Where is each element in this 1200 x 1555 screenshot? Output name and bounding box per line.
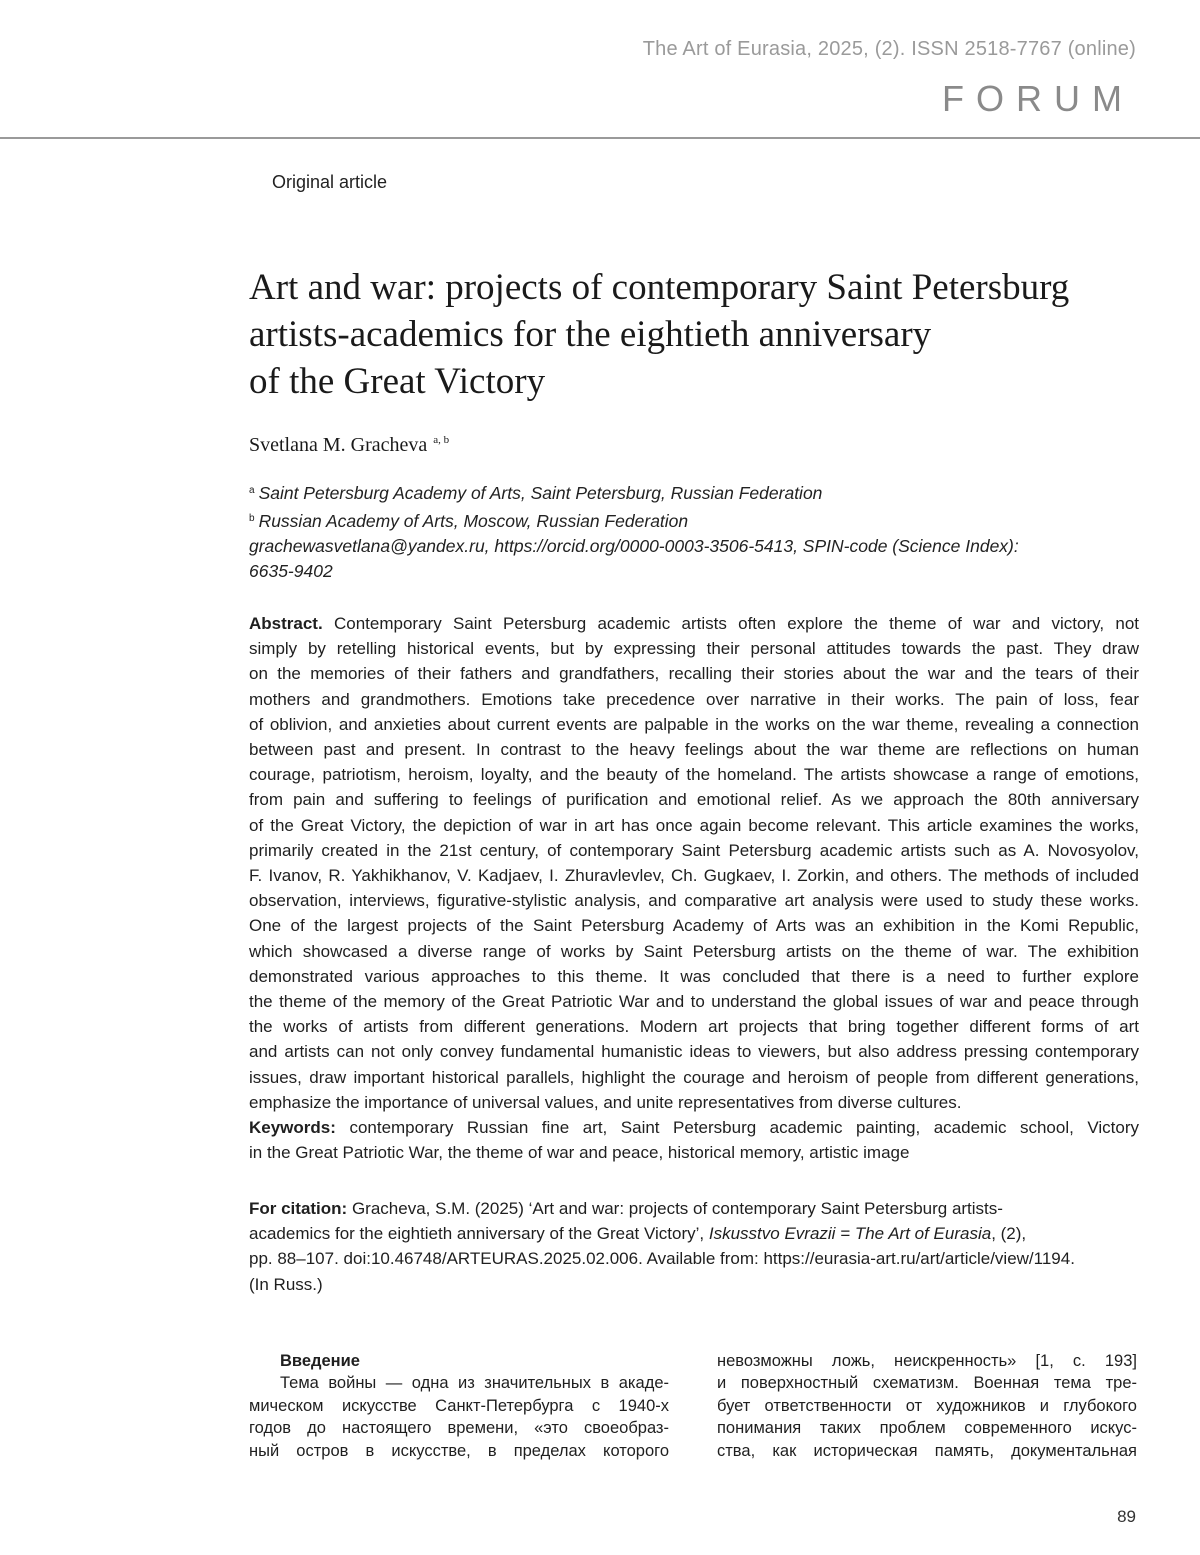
author bbox=[249, 434, 449, 457]
body-column-right bbox=[717, 1350, 1137, 1462]
keywords-line: in the Great Patriotic War, the theme of war and peace, historical memory, artistic image bbox=[249, 1143, 910, 1163]
abstract-line: and artists can not only convey fundamental humanistic ideas to viewers, but also address pressing contemporary bbox=[249, 1042, 1139, 1062]
abstract-line: between past and present. In contrast to the heavy feelings about the war theme are reflections on human bbox=[249, 740, 1139, 760]
affiliation-mark: b bbox=[249, 513, 255, 524]
abstract-line: observation, interviews, figurative-stylistic analysis, and comparative art analysis were used to study these works. bbox=[249, 891, 1139, 911]
body-line: ства, как историческая память, документальная bbox=[717, 1441, 1137, 1460]
abstract-line: primarily created in the 21st century, of contemporary Saint Petersburg academic artists such as A. Novosyolov, bbox=[249, 840, 1139, 860]
citation-line: (In Russ.) bbox=[249, 1274, 323, 1294]
citation bbox=[249, 1196, 1139, 1297]
citation-line bbox=[249, 1221, 1139, 1246]
abstract-line bbox=[249, 611, 1139, 636]
abstract-line: One of the largest projects of the Saint Petersburg Academy of Arts was an exhibition in the Komi Republic, bbox=[249, 916, 1139, 936]
citation-label: For citation: bbox=[249, 1199, 348, 1218]
title-line: artists-academics for the eightieth anniversary bbox=[249, 314, 932, 355]
abstract-line: mothers and grandmothers. Emotions take precedence over narrative in their works. The pain of loss, fear bbox=[249, 689, 1139, 709]
abstract-line: from pain and suffering to feelings of purification and emotional relief. As we approach the 80th anniversary bbox=[249, 790, 1139, 810]
body-line: и поверхностный схематизм. Военная тема тре- bbox=[717, 1374, 1137, 1393]
abstract-line: of the Great Victory, the depiction of war in art has once again become relevant. This article examines the works, bbox=[249, 815, 1139, 835]
keywords-line bbox=[249, 1115, 1139, 1140]
affiliation-text: Russian Academy of Arts, Moscow, Russian Federation bbox=[258, 511, 689, 531]
page-number: 89 bbox=[1117, 1507, 1136, 1526]
body-line: Тема войны — одна из значительных в акаде- bbox=[280, 1374, 669, 1393]
abstract-line: courage, patriotism, heroism, loyalty, and the beauty of the homeland. The artists showcase a range of emotions, bbox=[249, 765, 1139, 785]
journal-info: The Art of Eurasia, 2025, (2). ISSN 2518-7767 (online) bbox=[642, 38, 1136, 60]
title-line: of the Great Victory bbox=[249, 361, 546, 402]
journal-name: Iskusstvo Evrazii = The Art of Eurasia bbox=[708, 1224, 992, 1244]
author-name: Svetlana M. Gracheva bbox=[249, 434, 428, 456]
body-column-left bbox=[249, 1350, 669, 1462]
abstract-text: Contemporary Saint Petersburg academic artists often explore the theme of war and victory, not bbox=[333, 614, 1139, 633]
section-heading: Введение bbox=[280, 1352, 360, 1370]
keywords-text: contemporary Russian fine art, Saint Petersburg academic painting, academic school, Victory bbox=[349, 1118, 1139, 1138]
abstract-line: of oblivion, and anxieties about current events are palpable in the works on the war theme, revealing a connection bbox=[249, 714, 1139, 734]
contact-line[interactable]: grachewasvetlana@yandex.ru, https://orcid.org/0000-0003-3506-5413, SPIN-code (Science Index): bbox=[249, 536, 1019, 556]
affiliation-a bbox=[249, 478, 1129, 506]
abstract-line: issues, draw important historical parallels, highlight the courage and heroism of people from different generations, bbox=[249, 1067, 1139, 1087]
header-divider bbox=[0, 137, 1200, 139]
contact-line: 6635-9402 bbox=[249, 561, 333, 581]
citation-line[interactable]: pp. 88–107. doi:10.46748/ARTEURAS.2025.02.006. Available from: https://eurasia-art.ru/art/article/view/1194. bbox=[249, 1249, 1075, 1269]
citation-text: , (2), bbox=[991, 1224, 1027, 1244]
author-affiliation-marks: a, b bbox=[433, 434, 450, 446]
title-line: Art and war: projects of contemporary Saint Petersburg bbox=[249, 267, 1070, 308]
abstract-label: Abstract. bbox=[249, 614, 323, 633]
abstract-line: on the memories of their fathers and grandfathers, recalling their stories about the war and the tears of their bbox=[249, 664, 1139, 684]
body-line: невозможны ложь, неискренность» [1, с. 193] bbox=[717, 1352, 1137, 1370]
abstract-line: the works of artists from different generations. Modern art projects that bring together different forms of art bbox=[249, 1017, 1139, 1037]
abstract-line: simply by retelling historical events, but by expressing their personal attitudes towards the past. They draw bbox=[249, 639, 1139, 659]
abstract-line: which showcased a diverse range of works by Saint Petersburg artists on the theme of war. The exhibition bbox=[249, 941, 1139, 961]
citation-line bbox=[249, 1196, 1139, 1221]
abstract-line: demonstrated various approaches to this theme. It was concluded that there is a need to further explore bbox=[249, 966, 1139, 986]
article-type: Original article bbox=[272, 172, 388, 192]
abstract bbox=[249, 611, 1139, 1165]
abstract-line: the theme of the memory of the Great Patriotic War and to understand the global issues of war and peace through bbox=[249, 992, 1139, 1012]
body-line: ный остров в искусстве, в пределах которого bbox=[249, 1441, 669, 1460]
body-line: годов до настоящего времени, «это своеобраз- bbox=[249, 1419, 669, 1438]
body-line: бует ответственности от художников и глубокого bbox=[717, 1396, 1137, 1415]
affiliation-b bbox=[249, 506, 1129, 534]
citation-text: Gracheva, S.M. (2025) ‘Art and war: projects of contemporary Saint Petersburg artists- bbox=[351, 1199, 1003, 1218]
body-line: мическом искусстве Санкт-Петербурга с 1940-х bbox=[249, 1396, 669, 1415]
article-title bbox=[249, 264, 1149, 405]
abstract-line: emphasize the importance of universal values, and unite representatives from diverse cultures. bbox=[249, 1092, 962, 1112]
affiliation-text: Saint Petersburg Academy of Arts, Saint Petersburg, Russian Federation bbox=[258, 483, 823, 503]
citation-text: academics for the eightieth anniversary of the Great Victory’, bbox=[249, 1224, 709, 1244]
section-label: FORUM bbox=[942, 78, 1134, 119]
abstract-line: F. Ivanov, R. Yakhikhanov, V. Kadjaev, I. Zhuravlevlev, Ch. Gugkaev, I. Zorkin, and others. The methods of included bbox=[249, 866, 1139, 886]
affiliation-mark: a bbox=[249, 485, 255, 496]
keywords-label: Keywords: bbox=[249, 1118, 336, 1138]
affiliations bbox=[249, 478, 1129, 584]
body-line: понимания таких проблем современного искус- bbox=[717, 1419, 1137, 1438]
